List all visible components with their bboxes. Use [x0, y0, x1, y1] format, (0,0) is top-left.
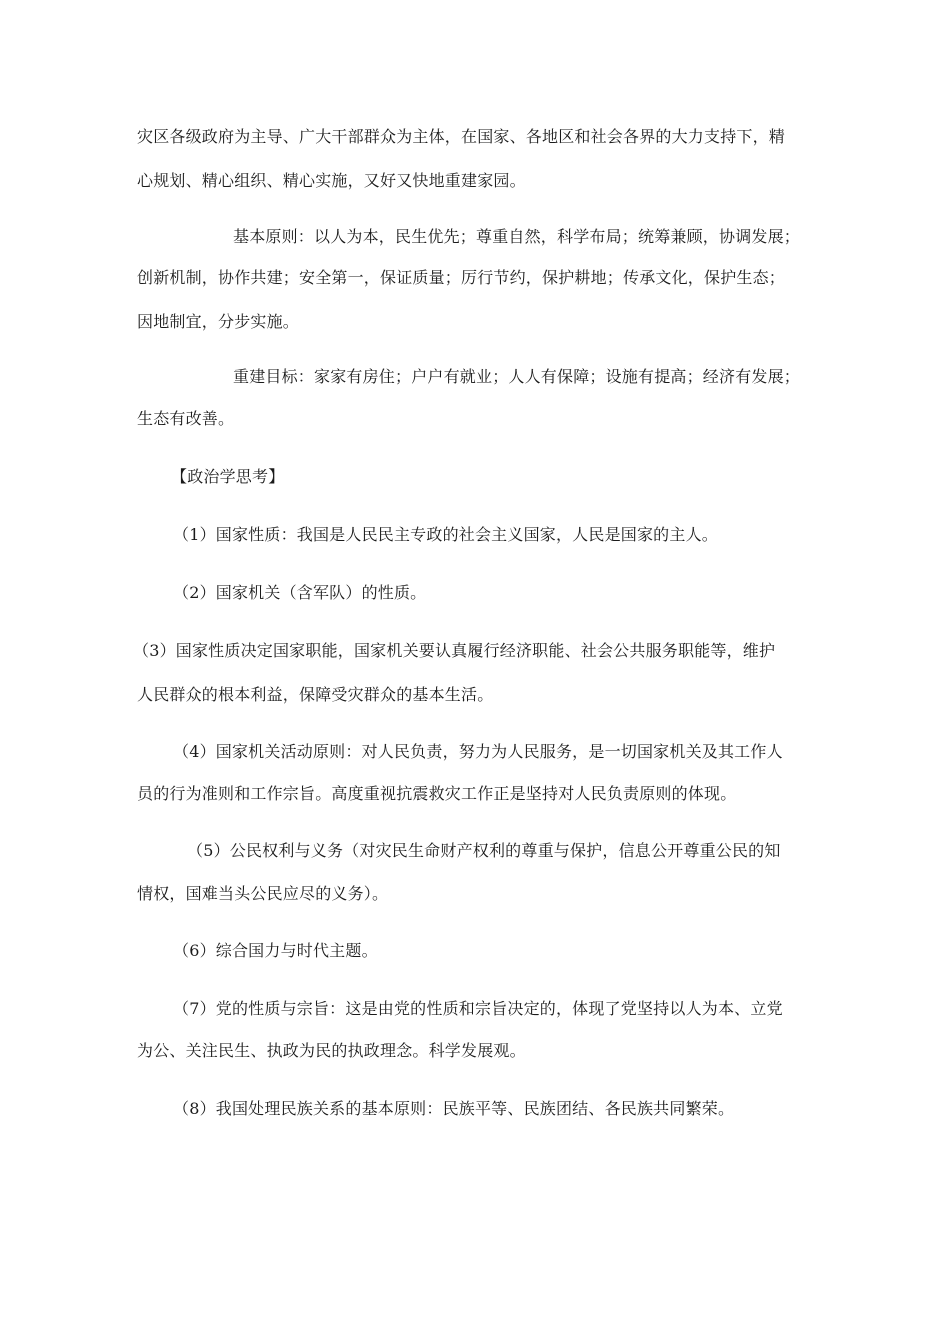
- paragraph-line: 基本原则：以人为本，民生优先；尊重自然，科学布局；统筹兼顾，协调发展；: [233, 227, 801, 246]
- section-heading: 【政治学思考】: [171, 467, 285, 486]
- paragraph-line: 创新机制，协作共建；安全第一，保证质量；厉行节约，保护耕地；传承文化，保护生态；: [137, 268, 786, 287]
- paragraph-line: （8）我国处理民族关系的基本原则：民族平等、民族团结、各民族共同繁荣。: [173, 1099, 735, 1118]
- paragraph-line: （2）国家机关（含军队）的性质。: [173, 583, 427, 602]
- paragraph-line: （3）国家性质决定国家职能，国家机关要认真履行经济职能、社会公共服务职能等，维护: [133, 641, 776, 660]
- paragraph-line: 生态有改善。: [137, 409, 235, 428]
- paragraph-line: 灾区各级政府为主导、广大干部群众为主体，在国家、各地区和社会各界的大力支持下，精: [137, 127, 786, 146]
- paragraph-line: （4）国家机关活动原则：对人民负责，努力为人民服务，是一切国家机关及其工作人: [173, 742, 783, 761]
- paragraph-line: 员的行为准则和工作宗旨。高度重视抗震救灾工作正是坚持对人民负责原则的体现。: [137, 784, 737, 803]
- paragraph-line: 为公、关注民生、执政为民的执政理念。科学发展观。: [137, 1041, 526, 1060]
- paragraph-line: 重建目标：家家有房住；户户有就业；人人有保障；设施有提高；经济有发展；: [233, 367, 801, 386]
- paragraph-line: 因地制宜，分步实施。: [137, 312, 300, 331]
- paragraph-line: 人民群众的根本利益，保障受灾群众的基本生活。: [137, 685, 494, 704]
- paragraph-line: （6）综合国力与时代主题。: [173, 941, 378, 960]
- paragraph-line: （7）党的性质与宗旨：这是由党的性质和宗旨决定的，体现了党坚持以人为本、立党: [173, 999, 783, 1018]
- paragraph-line: 心规划、精心组织、精心实施，又好又快地重建家园。: [137, 171, 526, 190]
- paragraph-line: 情权，国难当头公民应尽的义务）。: [137, 884, 389, 903]
- paragraph-line: （1）国家性质：我国是人民民主专政的社会主义国家，人民是国家的主人。: [173, 525, 718, 544]
- paragraph-line: （5）公民权利与义务（对灾民生命财产权利的尊重与保护，信息公开尊重公民的知: [187, 841, 781, 860]
